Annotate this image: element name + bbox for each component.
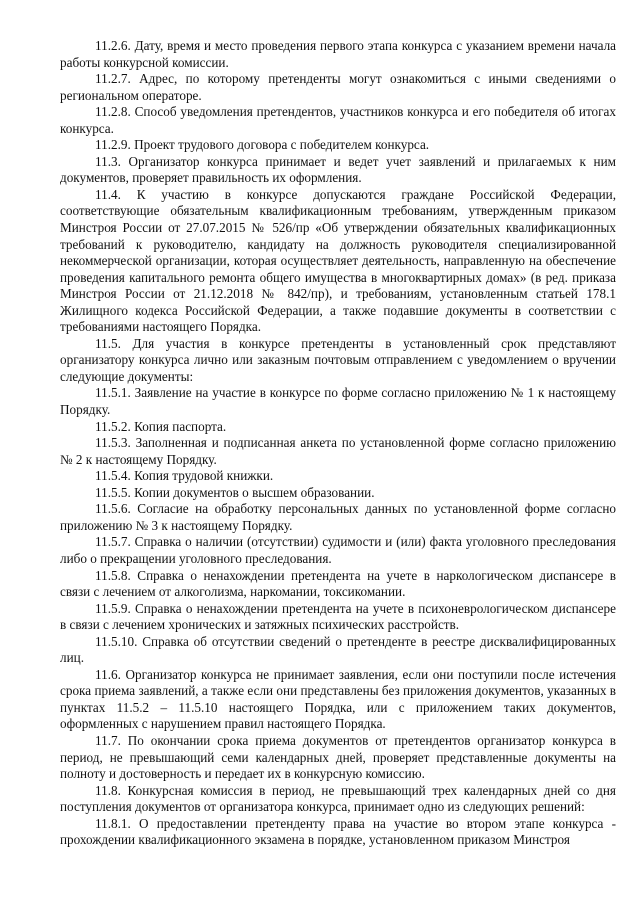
paragraph-11-2-7: 11.2.7. Адрес, по которому претенденты могут ознакомиться с иными сведениями о региональном операторе.: [60, 71, 616, 103]
paragraph-11-2-9: 11.2.9. Проект трудового договора с победителем конкурса.: [95, 137, 430, 153]
paragraph-11-5-2: 11.5.2. Копия паспорта.: [95, 418, 227, 434]
paragraph-11-5-8: 11.5.8. Справка о ненахождении претендента на учете в наркологическом диспансере в связи с лечением от алкоголизма, наркомании, токсикомании.: [60, 567, 616, 600]
paragraph-11-2-6: 11.2.6. Дату, время и место проведения первого этапа конкурса с указанием времени начала работы конкурсной комиссии.: [60, 38, 616, 70]
paragraph-11-8: 11.8. Конкурсная комиссия в период, не превышающий трех календарных дней со дня поступления документов от организатора конкурса, принимает одно из следующих решений:: [60, 782, 616, 815]
paragraph-11-8-1: 11.8.1. О предоставлении претенденту права на участие во втором этапе конкурса - прохождении квалификационного экзамена в порядке, установленном приказом Минстроя: [60, 815, 616, 848]
paragraph-11-4: 11.4. К участию в конкурсе допускаются граждане Российской Федерации, соответствующие обязательным квалификационным требованиям, утвержденным приказом Минстроя России от 27.07.2015 № 526/пр «Об утверждении обязательных квалификационных требований к руководителю, кандидату на должность руководителя специализированной некоммерческой организации, которая осуществляет деятельность, направленную на обеспечение проведения капитального ремонта общего имущества в многоквартирных домах» (в ред. приказа Минстроя России от 21.12.2018 № 842/пр), и требованиям, установленным статьей 178.1 Жилищного кодекса Российской Федерации, а также подавшие документы в соответствии с требованиями настоящего Порядка.: [60, 186, 616, 335]
paragraph-11-5-4: 11.5.4. Копия трудовой книжки.: [95, 468, 274, 484]
paragraph-11-6: 11.6. Организатор конкурса не принимает заявления, если они поступили после истечения срока приема заявлений, а также если они представлены без приложения документов, указанных в пунктах 11.5.2 – 11.5.10 настоящего Порядка, или с приложением таких документов, оформленных с нарушением правил настоящего Порядка.: [60, 666, 616, 732]
paragraph-11-5-3: 11.5.3. Заполненная и подписанная анкета по установленной форме согласно приложению № 2 к настоящему Порядку.: [60, 435, 616, 467]
paragraph-11-5-1: 11.5.1. Заявление на участие в конкурсе по форме согласно приложению № 1 к настоящему Порядку.: [60, 385, 616, 418]
paragraph-11-5-10: 11.5.10. Справка об отсутствии сведений о претенденте в реестре дисквалифицированных лиц.: [60, 633, 616, 666]
paragraph-11-3: 11.3. Организатор конкурса принимает и ведет учет заявлений и прилагаемых к ним документов, проверяет правильность их оформления.: [60, 153, 616, 186]
paragraph-11-5-5: 11.5.5. Копии документов о высшем образовании.: [95, 484, 375, 500]
paragraph-11-5: 11.5. Для участия в конкурсе претенденты в установленный срок представляют организатору конкурса лично или заказным почтовым отправлением с уведомлением о вручении следующие документы:: [60, 335, 616, 384]
paragraph-11-5-6: 11.5.6. Согласие на обработку персональных данных по установленной форме согласно приложению № 3 к настоящему Порядку.: [60, 501, 616, 533]
paragraph-11-5-7: 11.5.7. Справка о наличии (отсутствии) судимости и (или) факта уголовного преследования либо о прекращении уголовного преследования.: [60, 534, 616, 566]
paragraph-11-2-8: 11.2.8. Способ уведомления претендентов, участников конкурса и его победителя об итогах конкурса.: [60, 104, 616, 136]
paragraph-11-5-9: 11.5.9. Справка о ненахождении претендента на учете в психоневрологическом диспансере в связи с лечением хронических и затяжных психических расстройств.: [60, 600, 616, 633]
paragraph-11-7: 11.7. По окончании срока приема документов от претендентов организатор конкурса в период, не превышающий семи календарных дней, проверяет представленные документы на полноту и достоверность и передает их в конкурсную комиссию.: [60, 732, 616, 782]
